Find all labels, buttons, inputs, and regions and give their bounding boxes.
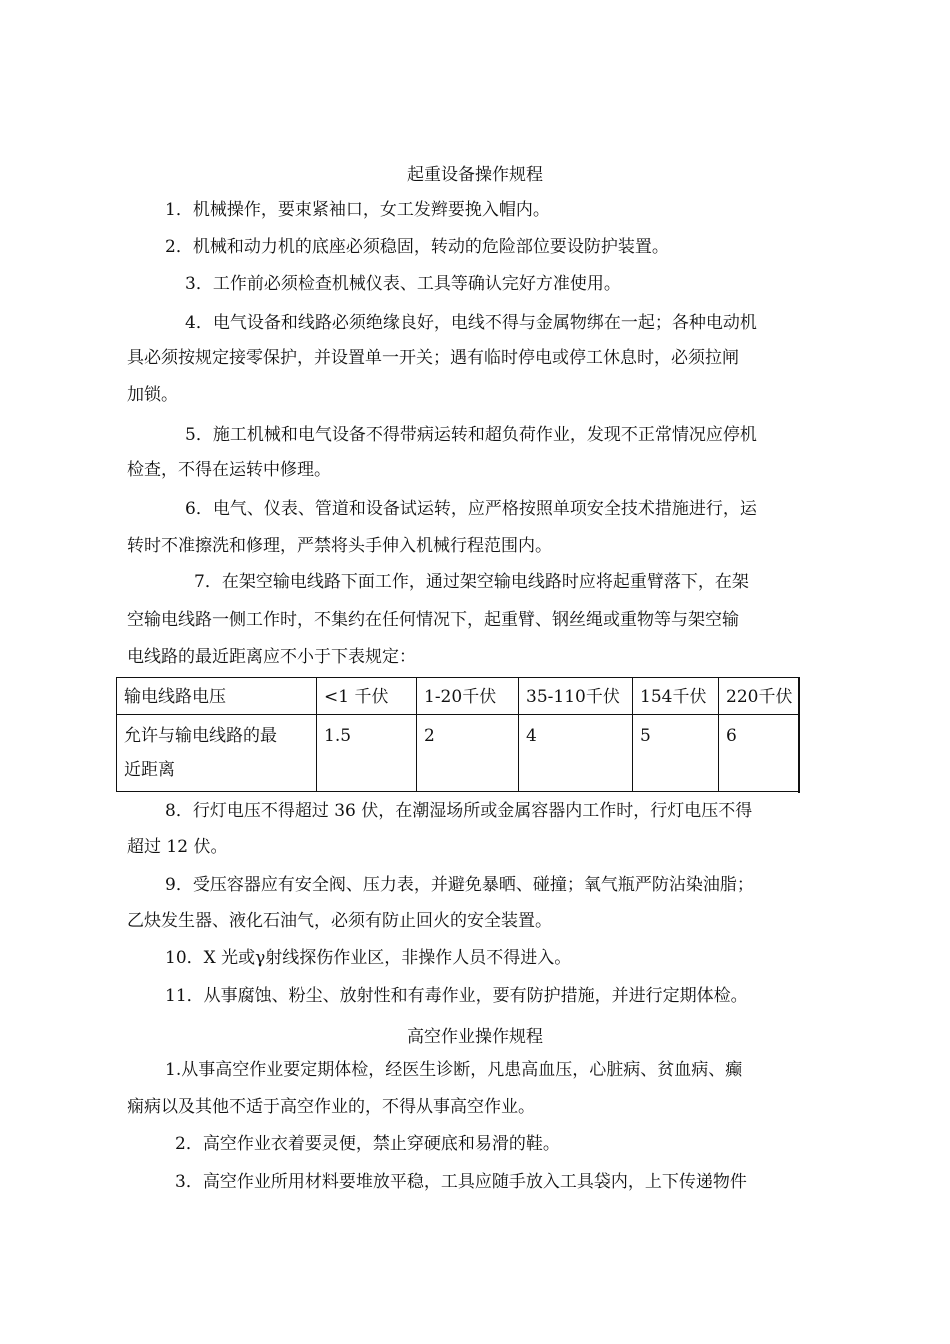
paragraph-line: 1.从事高空作业要定期体检，经医生诊断，凡患高血压，心脏病、贫血病、癫	[165, 1060, 743, 1080]
clearance-table	[116, 677, 800, 792]
paragraph-line: 2．高空作业衣着要灵便，禁止穿硬底和易滑的鞋。	[175, 1134, 560, 1154]
table-cell: 1.5	[317, 715, 417, 792]
paragraph-line: 具必须按规定接零保护，并设置单一开关；遇有临时停电或停工休息时，必须拉闸	[127, 348, 739, 368]
table-header-cell: 输电线路电压	[117, 678, 317, 715]
paragraph-line: 5．施工机械和电气设备不得带病运转和超负荷作业，发现不正常情况应停机	[185, 425, 757, 445]
table-cell: 4	[519, 715, 633, 792]
paragraph-line: 8．行灯电压不得超过 36 伏，在潮湿场所或金属容器内工作时，行灯电压不得	[165, 801, 753, 821]
paragraph-line: 2．机械和动力机的底座必须稳固，转动的危险部位要设防护装置。	[165, 237, 669, 257]
table-header-cell: 35-110千伏	[519, 678, 633, 715]
table-border	[798, 677, 800, 793]
table-row	[117, 715, 800, 792]
paragraph-line: 4．电气设备和线路必须绝缘良好，电线不得与金属物绑在一起；各种电动机	[185, 313, 757, 333]
table-cell: 6	[719, 715, 800, 792]
paragraph-line: 3．工作前必须检查机械仪表、工具等确认完好方准使用。	[185, 274, 621, 294]
table-label-line: 近距离	[124, 760, 175, 780]
table-row	[117, 678, 800, 715]
table-cell: 2	[417, 715, 519, 792]
table-label-line: 允许与输电线路的最	[124, 726, 277, 746]
paragraph-line: 3．高空作业所用材料要堆放平稳，工具应随手放入工具袋内，上下传递物件	[175, 1172, 747, 1192]
paragraph-line: 电线路的最近距离应不小于下表规定：	[127, 647, 416, 667]
table-header-cell: 220千伏	[719, 678, 800, 715]
paragraph-line: 乙炔发生器、液化石油气，必须有防止回火的安全装置。	[127, 911, 552, 931]
section2-title: 高空作业操作规程	[407, 1027, 543, 1047]
paragraph-line: 1．机械操作，要束紧袖口，女工发辫要挽入帽内。	[165, 200, 550, 220]
paragraph-line: 加锁。	[127, 385, 178, 405]
paragraph-line: 空输电线路一侧工作时，不集约在任何情况下，起重臂、钢丝绳或重物等与架空输	[127, 610, 739, 630]
paragraph-line: 11．从事腐蚀、粉尘、放射性和有毒作业，要有防护措施，并进行定期体检。	[165, 986, 748, 1006]
paragraph-line: 10．X 光或γ射线探伤作业区，非操作人员不得进入。	[165, 948, 572, 968]
paragraph-line: 检查，不得在运转中修理。	[127, 460, 331, 480]
paragraph-line: 痫病以及其他不适于高空作业的，不得从事高空作业。	[127, 1097, 535, 1117]
table-header-cell: 1-20千伏	[417, 678, 519, 715]
table-header-cell: <1 千伏	[317, 678, 417, 715]
table-header-cell: 154千伏	[633, 678, 719, 715]
section1-title: 起重设备操作规程	[407, 165, 543, 185]
paragraph-line: 7．在架空输电线路下面工作，通过架空输电线路时应将起重臂落下，在架	[194, 572, 749, 592]
table-cell: 5	[633, 715, 719, 792]
paragraph-line: 9．受压容器应有安全阀、压力表，并避免暴晒、碰撞；氧气瓶严防沾染油脂；	[165, 875, 754, 895]
paragraph-line: 转时不准擦洗和修理，严禁将头手伸入机械行程范围内。	[127, 536, 552, 556]
paragraph-line: 6．电气、仪表、管道和设备试运转，应严格按照单项安全技术措施进行，运	[185, 499, 757, 519]
paragraph-line: 超过 12 伏。	[127, 837, 228, 857]
table-label-cell	[117, 715, 317, 792]
